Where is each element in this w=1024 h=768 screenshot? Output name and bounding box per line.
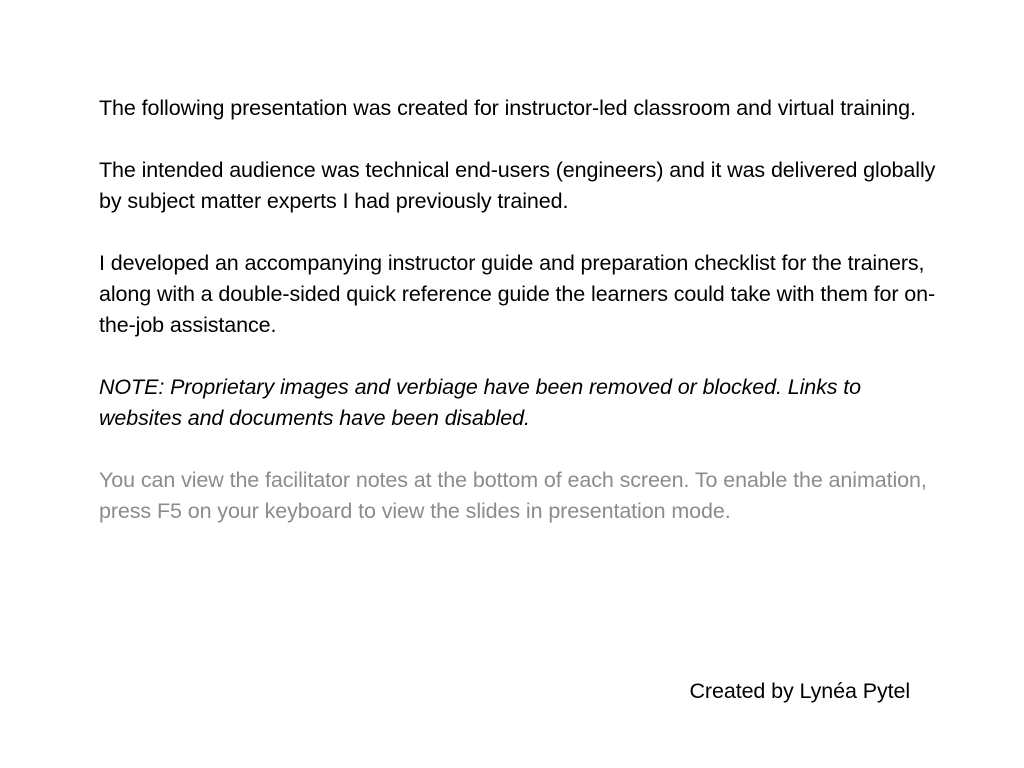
slide-body bbox=[99, 93, 939, 558]
audience-paragraph: The intended audience was technical end-users (engineers) and it was delivered globally by subject matter experts I had previously trained. bbox=[99, 158, 936, 213]
intro-paragraph: The following presentation was created for instructor-led classroom and virtual training. bbox=[99, 96, 916, 120]
note-paragraph: NOTE: Proprietary images and verbiage have been removed or blocked. Links to websites and documents have been disabled. bbox=[99, 375, 862, 430]
instructions-paragraph: You can view the facilitator notes at the bottom of each screen. To enable the animation, press F5 on your keyboard to view the slides in presentation mode. bbox=[99, 468, 927, 523]
author-credit: Created by Lynéa Pytel bbox=[689, 679, 910, 703]
materials-paragraph: I developed an accompanying instructor guide and preparation checklist for the trainers, along with a double-sided quick reference guide the learners could take with them for on-the-job assistance. bbox=[99, 251, 936, 337]
